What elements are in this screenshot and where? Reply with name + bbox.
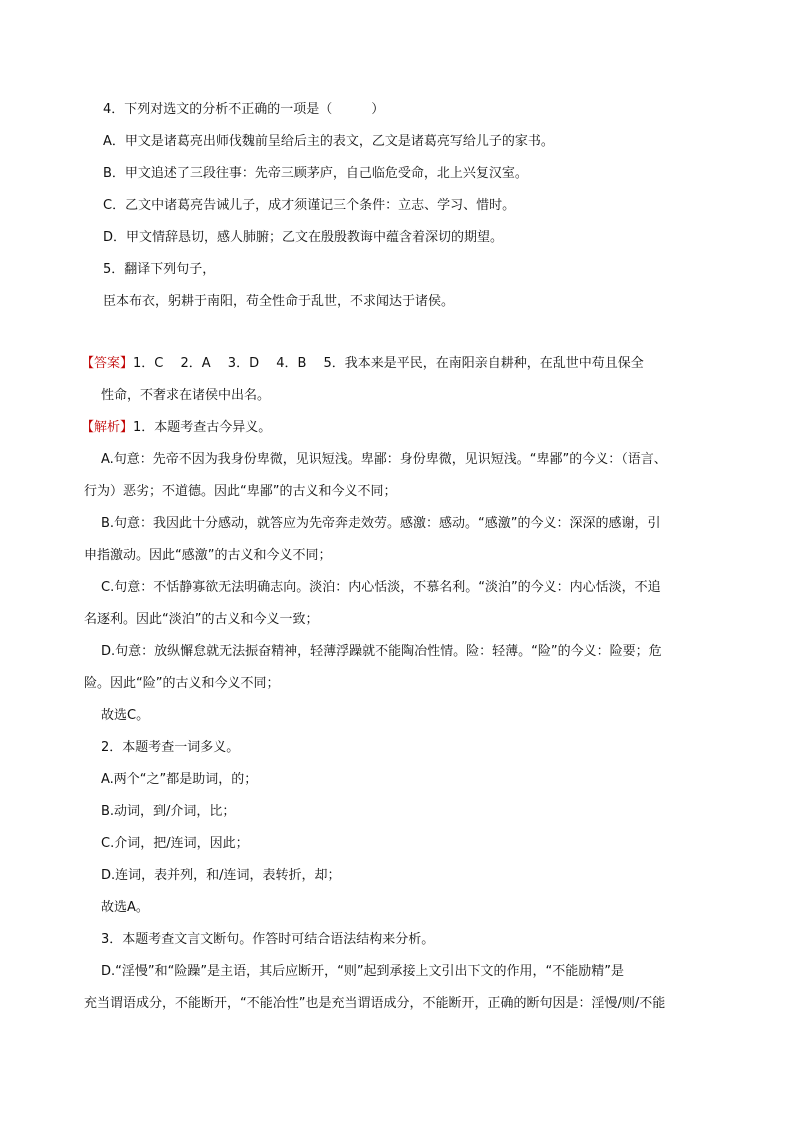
question-4-option-b: B．甲文追述了三段往事：先帝三顾茅庐，自己临危受命，北上兴复汉室。 [103, 166, 528, 181]
question-5-sentence: 臣本布衣，躬耕于南阳，苟全性命于乱世，不求闻达于诸侯。 [103, 294, 455, 309]
analysis-line: D.连词，表并列，和/连词，表转折，却； [101, 868, 341, 883]
analysis-line: 故选C。 [101, 708, 150, 723]
question-4-option-a: A．甲文是诸葛亮出师伐魏前呈给后主的表文，乙文是诸葛亮写给儿子的家书。 [103, 134, 554, 149]
analysis-label: 【解析】 [81, 420, 134, 435]
analysis-intro: 1．本题考查古今异义。 [133, 420, 272, 435]
analysis-line: 险。因此“险”的古义和今义不同； [84, 676, 280, 691]
analysis-line: 名逐利。因此“淡泊”的古义和今义一致； [84, 612, 319, 627]
analysis-line: A.句意：先帝不因为我身份卑微，见识短浅。卑鄙：身份卑微，见识短浅。“卑鄙”的今义：（语言、 [101, 452, 667, 467]
answer-text: 1．C 2．A 3．D 4．B 5．我本来是平民，在南阳亲自耕种，在乱世中苟且保全 [133, 356, 644, 371]
analysis-line: 行为）恶劣；不道德。因此“卑鄙”的古义和今义不同； [84, 484, 397, 499]
analysis-line: A.两个“之”都是助词，的； [101, 772, 258, 787]
analysis-line: 申指激动。因此“感激”的古义和今义不同； [84, 548, 332, 563]
question-4-stem: 4．下列对选文的分析不正确的一项是（ ） [103, 102, 385, 117]
analysis-line: D.句意：放纵懈怠就无法振奋精神，轻薄浮躁就不能陶冶性情。险：轻薄。“险”的今义：险要；危 [101, 644, 662, 659]
analysis-line: 3．本题考查文言文断句。作答时可结合语法结构来分析。 [101, 932, 435, 947]
analysis-line: C.介词，把/连词，因此； [101, 836, 249, 851]
answer-line-1 [81, 354, 644, 374]
analysis-line: D.“淫慢”和“险躁”是主语，其后应断开，“则”起到承接上文引出下文的作用，“不能励精”是 [101, 964, 625, 979]
analysis-line: 2．本题考查一词多义。 [101, 740, 240, 755]
analysis-line-intro [81, 418, 271, 438]
question-4-option-d: D．甲文情辞恳切，感人肺腑；乙文在殷殷教诲中蕴含着深切的期望。 [103, 230, 504, 245]
analysis-line: 故选A。 [101, 900, 149, 915]
analysis-line: B.句意：我因此十分感动，就答应为先帝奔走效劳。感激：感动。“感激”的今义：深深的感谢，引 [101, 516, 661, 531]
question-5-stem: 5．翻译下列句子， [103, 262, 216, 277]
answer-label: 【答案】 [81, 356, 134, 371]
question-4-option-c: C．乙文中诸葛亮告诫儿子，成才须谨记三个条件：立志、学习、惜时。 [103, 198, 516, 213]
analysis-line: C.句意：不恬静寡欲无法明确志向。淡泊：内心恬淡，不慕名利。“淡泊”的今义：内心恬淡，不追 [101, 580, 661, 595]
analysis-line: 充当谓语成分，不能断开，“不能冶性”也是充当谓语成分，不能断开，正确的断句因是：淫慢/则/不能 [84, 996, 666, 1011]
analysis-line: B.动词，到/介词，比； [101, 804, 236, 819]
answer-line-2: 性命，不奢求在诸侯中出名。 [101, 388, 271, 403]
